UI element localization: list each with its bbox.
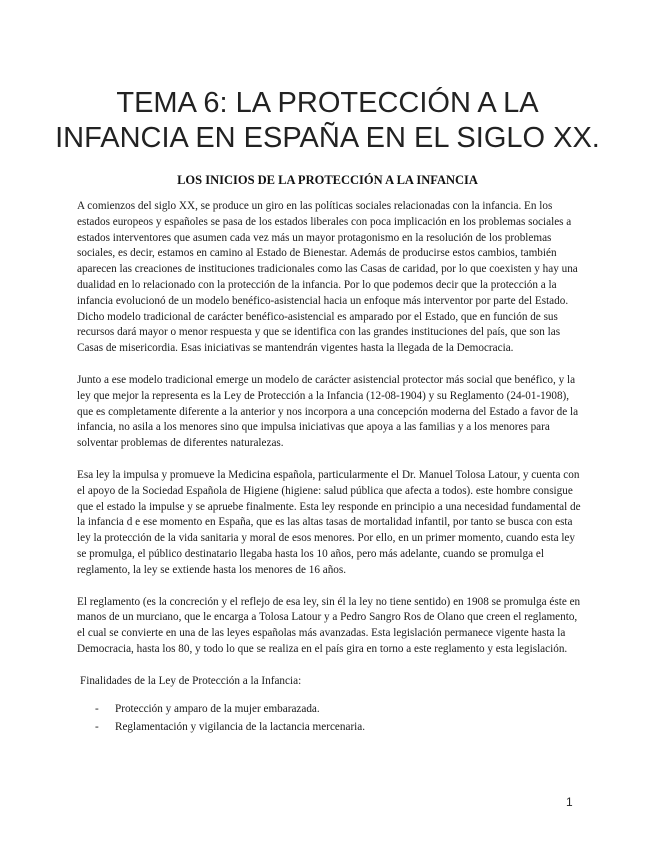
paragraph: Esa ley la impulsa y promueve la Medicina española, particularmente el Dr. Manuel Tolosa Latour, y cuenta con el apoyo de la Sociedad Española de Higiene (higiene: salud pública que afecta a todos). este hombre consigue que el estado la impulse y se apruebe finalmente. Esta ley responde en principio a una necesidad fundamental de la infancia d e ese momento en España, que es las altas tasas de mortalidad infantil, por tanto se busca con esta ley la protección de la vida sanitaria y moral de esos menores. Por ello, en un primer momento, cuando esta ley se promulga, el público destinatario llegaba hasta los 10 años, pero más adelante, cuando se promulga el reglamento, la ley se extiende hasta los menores de 16 años. xyxy=(77,468,581,576)
list-item xyxy=(77,702,582,718)
page-title xyxy=(40,86,615,156)
list-item-text: Reglamentación y vigilancia de la lactancia mercenaria. xyxy=(115,721,366,734)
list-heading: Finalidades de la Ley de Protección a la Infancia: xyxy=(80,674,302,687)
title-line-1: TEMA 6: LA PROTECCIÓN A LA xyxy=(116,87,539,119)
list-bullet: - xyxy=(95,721,99,734)
list-item-text: Protección y amparo de la mujer embarazada. xyxy=(115,702,320,715)
title-line-2: INFANCIA EN ESPAÑA EN EL SIGLO XX. xyxy=(55,122,600,154)
paragraph: A comienzos del siglo XX, se produce un giro en las políticas sociales relacionadas con la infancia. En los estados europeos y españoles se pasa de los estados liberales con poca implicación en los problemas sociales a estados interventores que asumen cada vez más un mayor protagonismo en la resolución de los problemas sociales, es decir, estamos en camino al Estado de Bienestar. Además de producirse estos cambios, también aparecen las creaciones de instituciones tradicionales como las Casas de caridad, por lo que coexisten y hay una dualidad en lo relacionado con la protección de la infancia. Por lo que podemos decir que la protección a la infancia evolucionó de un modelo benéfico-asistencial hacia un enfoque más interventor por parte del Estado. Dicho modelo tradicional de carácter benéfico-asistencial es amparado por el Estado, que en función de sus recursos dará mayor o menor respuesta y que se identifica con las grandes instituciones del país, que son las Casas de misericordia. Esas iniciativas se mantendrán vigentes hasta la llegada de la Democracia. xyxy=(77,200,578,355)
body-text xyxy=(77,199,582,739)
paragraph: Junto a ese modelo tradicional emerge un modelo de carácter asistencial protector más social que benéfico, y la ley que mejor la representa es la Ley de Protección a la Infancia (12-08-1904) y su Reglamento (24-01-1908), que es completamente diferente a la anterior y nos incorpora a una concepción moderna del Estado a favor de la infancia, no asila a los menores sino que impulsa iniciativas que apoya a las familias y a los menores para solventar problemas de diferentes naturalezas. xyxy=(77,373,579,450)
list-item xyxy=(77,720,582,736)
paragraph: El reglamento (es la concreción y el reflejo de esa ley, sin él la ley no tiene sentido) en 1908 se promulga éste en manos de un murciano, que le encarga a Tolosa Latour y a Pedro Sangro Ros de Olano que creen el reglamento, el cual se convierte en una de las leyes españolas más avanzadas. Esta legislación permanece vigente hasta la Democracia, hasta los 80, y todo lo que se realiza en el país gira en torno a este reglamento y esta legislación. xyxy=(77,595,581,655)
section-heading: LOS INICIOS DE LA PROTECCIÓN A LA INFANCIA xyxy=(177,173,478,187)
list-bullet: - xyxy=(95,702,99,715)
page-number: 1 xyxy=(566,795,573,809)
purposes-list xyxy=(77,702,582,737)
